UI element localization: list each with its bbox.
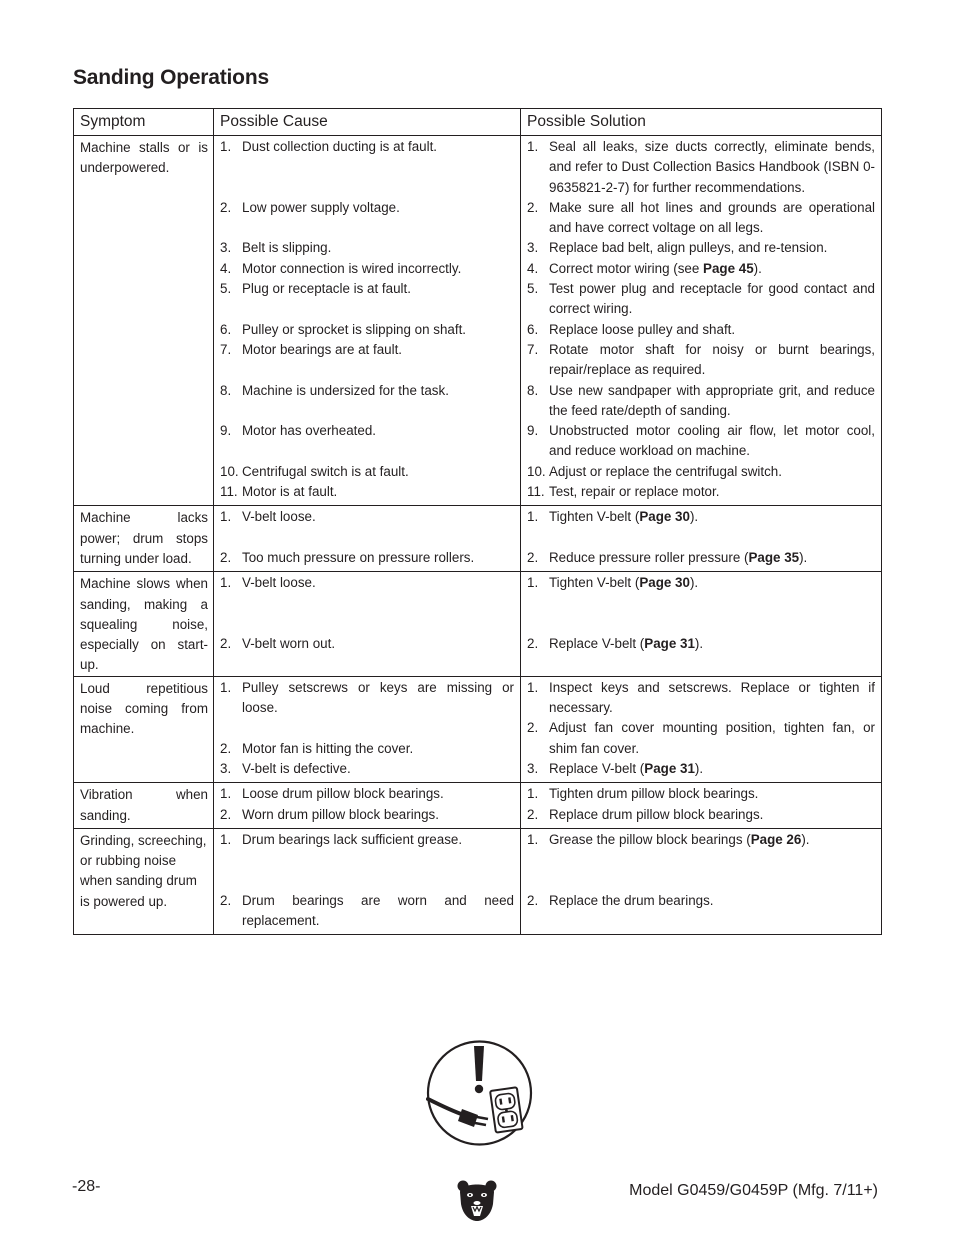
item-number: 1. [220, 509, 232, 525]
item-number: 11. [220, 484, 238, 500]
item-number: 2. [220, 636, 232, 652]
item-number: 6. [220, 321, 232, 337]
item-text: Belt is slipping. [242, 240, 332, 256]
cause-item [220, 507, 514, 548]
item-number: 3. [220, 240, 232, 256]
item-text: Drum bearings lack sufficient grease. [242, 831, 463, 847]
item-number: 1. [220, 786, 232, 802]
item-number: 1. [220, 679, 232, 695]
symptom-cell [74, 572, 214, 676]
item-number: 11. [527, 484, 545, 500]
cause-item [220, 279, 514, 320]
item-number: 6. [527, 321, 539, 337]
symptom-text: Machine slows when sanding, making a squealing noise, especially on start-up. [80, 576, 208, 673]
cause-item [220, 739, 514, 759]
item-text: Low power supply voltage. [242, 199, 400, 215]
item-text: Pulley setscrews or keys are missing or loose. [242, 679, 514, 716]
item-text: Adjust fan cover mounting position, tighten fan, or shim fan cover. [549, 720, 875, 756]
item-text: Replace drum pillow block bearings. [549, 806, 764, 822]
solution-cell [521, 506, 882, 572]
cause-item [220, 259, 514, 279]
item-text: V-belt worn out. [242, 636, 336, 652]
item-text: Loose drum pillow block bearings. [242, 786, 444, 802]
solution-cell [521, 783, 882, 829]
item-text: Motor has overheated. [242, 423, 376, 439]
item-text: Centrifugal switch is at fault. [242, 463, 409, 479]
item-number: 3. [220, 760, 232, 776]
cause-item [220, 482, 514, 502]
page-reference: Page 35 [748, 549, 800, 565]
page-reference: Page 31 [644, 760, 695, 776]
page-reference: Page 30 [639, 575, 690, 591]
item-text-pre: Tighten V-belt ( [549, 575, 640, 591]
cause-item [220, 548, 514, 568]
item-number: 1. [527, 679, 539, 695]
grizzly-bear-logo-icon [457, 1178, 497, 1222]
item-number: 5. [527, 281, 539, 297]
item-text: Motor connection is wired incorrectly. [242, 260, 462, 276]
item-number: 2. [220, 199, 232, 215]
symptom-text: Vibration when sanding. [80, 787, 208, 823]
item-text-post: ). [801, 831, 810, 847]
solution-item [527, 482, 875, 502]
item-text: Pulley or sprocket is slipping on shaft. [242, 321, 467, 337]
solution-cell [521, 136, 882, 506]
cause-cell [214, 506, 521, 572]
cause-item [220, 462, 514, 482]
item-number: 4. [220, 260, 232, 276]
cause-item [220, 238, 514, 258]
item-text-post: ). [689, 509, 699, 525]
cause-header: Possible Cause [214, 109, 521, 136]
table-row [74, 783, 882, 829]
item-number: 1. [527, 786, 539, 802]
solution-item [527, 340, 875, 381]
item-text: Motor is at fault. [242, 484, 338, 500]
item-number: 1. [527, 509, 539, 525]
item-text: Make sure all hot lines and grounds are operational and have correct voltage on all legs. [549, 199, 875, 236]
item-text: Motor fan is hitting the cover. [242, 740, 414, 756]
solution-item [527, 279, 875, 320]
item-number: 1. [220, 575, 232, 591]
cause-item [220, 830, 514, 891]
item-text-post: ). [753, 260, 762, 276]
item-text [549, 573, 875, 634]
cause-item [220, 573, 514, 634]
item-text-post: ). [799, 549, 808, 565]
solution-item [527, 573, 875, 634]
item-text-pre: Tighten V-belt ( [549, 509, 640, 525]
item-text: Tighten drum pillow block bearings. [549, 786, 759, 802]
item-text: Dust collection ducting is at fault. [242, 139, 438, 154]
item-number: 2. [527, 720, 539, 736]
solution-header: Possible Solution [521, 109, 882, 136]
table-row [74, 136, 882, 506]
table-row [74, 828, 882, 934]
table-row [74, 676, 882, 782]
solution-item [527, 381, 875, 422]
solution-cell [521, 676, 882, 782]
symptom-cell [74, 828, 214, 934]
solution-item [527, 259, 875, 279]
solution-item [527, 421, 875, 462]
table-row [74, 506, 882, 572]
item-text: Inspect keys and setscrews. Replace or tighten if necessary. [549, 679, 875, 716]
item-number: 1. [527, 575, 539, 591]
item-text: Worn drum pillow block bearings. [242, 806, 439, 822]
item-text: Seal all leaks, size ducts correctly, eliminate bends, and refer to Dust Collection Basics Handbook (ISBN 0-9635821-2-7) for further recommendations. [549, 139, 875, 195]
item-text-pre: Reduce pressure roller pressure ( [549, 549, 749, 565]
item-number: 2. [527, 636, 539, 652]
item-text-post: ). [694, 636, 704, 652]
item-text-pre: Replace V-belt ( [549, 636, 645, 652]
item-number: 8. [527, 382, 539, 398]
section-title: Sanding Operations [73, 66, 269, 89]
item-number: 1. [527, 139, 539, 154]
item-number: 7. [220, 341, 232, 357]
item-text: Motor bearings are at fault. [242, 341, 403, 357]
cause-item [220, 678, 514, 739]
cause-item [220, 340, 514, 381]
cause-item [220, 634, 514, 654]
solution-item [527, 805, 875, 825]
item-number: 1. [527, 831, 539, 847]
item-number: 2. [527, 199, 539, 215]
item-text: Plug or receptacle is at fault. [242, 281, 411, 297]
item-text: Test power plug and receptacle for good contact and correct wiring. [549, 281, 875, 317]
symptom-text: Machine stalls or is underpowered. [80, 140, 208, 176]
item-number: 9. [527, 423, 539, 439]
cause-cell [214, 572, 521, 676]
item-number: 2. [220, 740, 232, 756]
item-text: V-belt loose. [242, 575, 316, 591]
cause-item [220, 198, 514, 239]
item-text: Replace bad belt, align pulleys, and re-tension. [549, 240, 828, 256]
item-text: V-belt loose. [242, 509, 316, 525]
page-reference: Page 31 [644, 636, 695, 652]
symptom-text: Grinding, screeching, or rubbing noise when sanding drum is powered up. [80, 832, 207, 909]
solution-item [527, 891, 875, 932]
cause-cell [214, 828, 521, 934]
item-text: Adjust or replace the centrifugal switch. [549, 463, 782, 479]
item-number: 1. [220, 831, 232, 847]
item-number: 3. [527, 240, 539, 256]
item-text [549, 759, 875, 779]
table-header-row [74, 109, 882, 136]
item-text: Use new sandpaper with appropriate grit, and reduce the feed rate/depth of sanding. [549, 382, 875, 418]
electrical-outlet-warning-icon [426, 1039, 533, 1147]
table-body [74, 136, 882, 935]
symptom-cell [74, 506, 214, 572]
item-text: V-belt is defective. [242, 760, 351, 776]
solution-item [527, 784, 875, 804]
solution-item [527, 238, 875, 258]
solution-item [527, 759, 875, 779]
solution-item [527, 548, 875, 568]
symptom-text: Machine lacks power; drum stops turning under load. [80, 510, 208, 566]
cause-cell [214, 136, 521, 506]
item-number: 2. [527, 549, 539, 565]
item-number: 2. [527, 806, 539, 822]
cause-item [220, 805, 514, 825]
item-number: 10. [220, 463, 239, 479]
page-reference: Page 30 [639, 509, 690, 525]
page-reference: Page 26 [750, 831, 802, 847]
solution-item [527, 198, 875, 239]
symptom-header: Symptom [74, 109, 214, 136]
item-text-pre: Grease the pillow block bearings ( [549, 831, 751, 847]
item-text [549, 507, 875, 548]
solution-cell [521, 828, 882, 934]
item-text: Test, repair or replace motor. [549, 484, 720, 500]
cause-cell [214, 783, 521, 829]
symptom-cell [74, 676, 214, 782]
page-number: -28- [72, 1178, 101, 1195]
item-number: 2. [220, 549, 232, 565]
item-text: Too much pressure on pressure rollers. [242, 549, 475, 565]
solution-item [527, 718, 875, 759]
cause-item [220, 891, 514, 932]
item-number: 7. [527, 341, 539, 357]
item-text-pre: Replace V-belt ( [549, 760, 645, 776]
item-number: 9. [220, 423, 232, 439]
item-text-pre: Correct motor wiring (see [549, 260, 704, 276]
cause-item [220, 759, 514, 779]
item-number: 4. [527, 260, 539, 276]
item-text-post: ). [694, 760, 704, 776]
item-number: 1. [220, 139, 232, 154]
item-text [549, 259, 875, 279]
item-text [549, 548, 875, 568]
item-number: 5. [220, 281, 232, 297]
page-reference: Page 45 [703, 260, 754, 276]
item-text: Replace the drum bearings. [549, 892, 714, 908]
item-text [549, 830, 875, 891]
item-text: Replace loose pulley and shaft. [549, 321, 736, 337]
item-number: 2. [220, 806, 232, 822]
item-number: 2. [220, 892, 232, 908]
table-row [74, 572, 882, 676]
cause-item [220, 421, 514, 462]
solution-item [527, 830, 875, 891]
symptom-text: Loud repetitious noise coming from machine. [80, 680, 208, 737]
item-text: Unobstructed motor cooling air flow, let motor cool, and reduce workload on machine. [549, 423, 875, 459]
cause-item [220, 784, 514, 804]
cause-item [220, 381, 514, 422]
item-number: 3. [527, 760, 539, 776]
solution-item [527, 462, 875, 482]
cause-item [220, 137, 514, 198]
item-text: Rotate motor shaft for noisy or burnt bearings, repair/replace as required. [549, 341, 875, 378]
troubleshooting-table [73, 108, 882, 935]
item-text: Machine is undersized for the task. [242, 382, 449, 398]
item-text-post: ). [689, 575, 699, 591]
solution-item [527, 507, 875, 548]
solution-cell [521, 572, 882, 676]
solution-item [527, 320, 875, 340]
item-text [549, 634, 875, 654]
item-number: 2. [527, 892, 539, 908]
item-text: Drum bearings are worn and need replacement. [242, 892, 514, 928]
model-label: Model G0459/G0459P (Mfg. 7/11+) [629, 1182, 878, 1199]
cause-cell [214, 676, 521, 782]
symptom-cell [74, 783, 214, 829]
item-number: 8. [220, 382, 232, 398]
solution-item [527, 634, 875, 654]
item-number: 10. [527, 463, 546, 479]
solution-item [527, 678, 875, 719]
cause-item [220, 320, 514, 340]
solution-item [527, 137, 875, 198]
symptom-cell [74, 136, 214, 506]
